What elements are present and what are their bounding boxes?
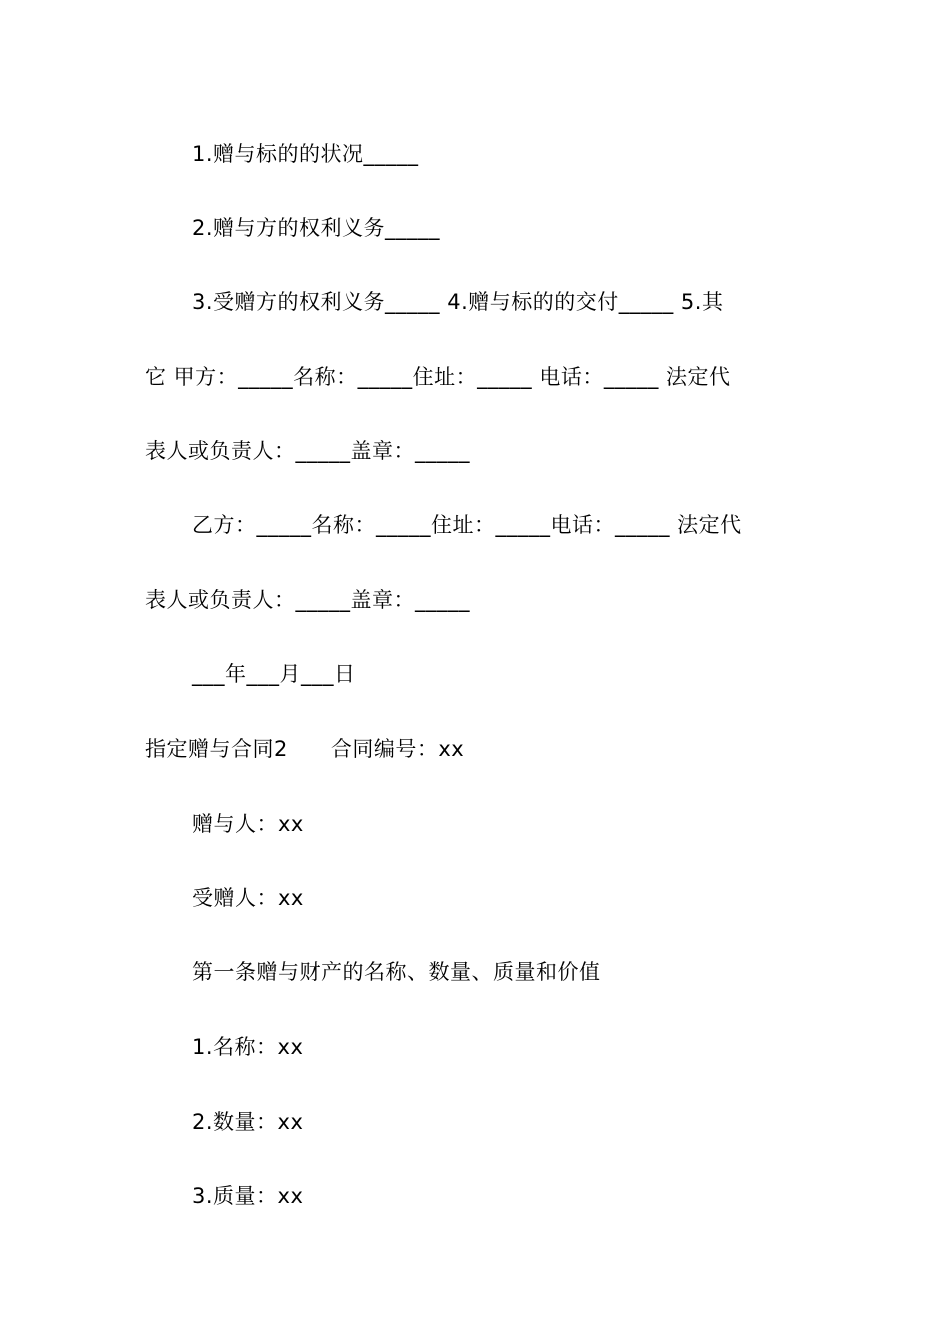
contract-title-line: 指定赠与合同2 合同编号：xx [145,737,465,761]
recipient-line: 受赠人：xx [192,886,304,910]
date-line: ___年___月___日 [192,662,356,686]
party-b-line: 乙方：_____名称：_____住址：_____电话：_____ 法定代 [192,513,742,537]
party-a-line: 它 甲方：_____名称：_____住址：_____ 电话：_____ 法定代 [145,365,731,389]
party-b-representative-line: 表人或负责人：_____盖章：_____ [145,588,470,612]
item-name-line: 1.名称：xx [192,1035,304,1059]
donor-line: 赠与人：xx [192,812,304,836]
donor-rights-line: 2.赠与方的权利义务_____ [192,216,441,240]
recipient-rights-line: 3.受赠方的权利义务_____ 4.赠与标的的交付_____ 5.其 [192,290,724,314]
item-quality-line: 3.质量：xx [192,1184,304,1208]
party-a-representative-line: 表人或负责人：_____盖章：_____ [145,439,470,463]
gift-item-status-line: 1.赠与标的的状况_____ [192,142,419,166]
article-one-heading: 第一条赠与财产的名称、数量、质量和价值 [192,960,601,984]
item-quantity-line: 2.数量：xx [192,1110,304,1134]
